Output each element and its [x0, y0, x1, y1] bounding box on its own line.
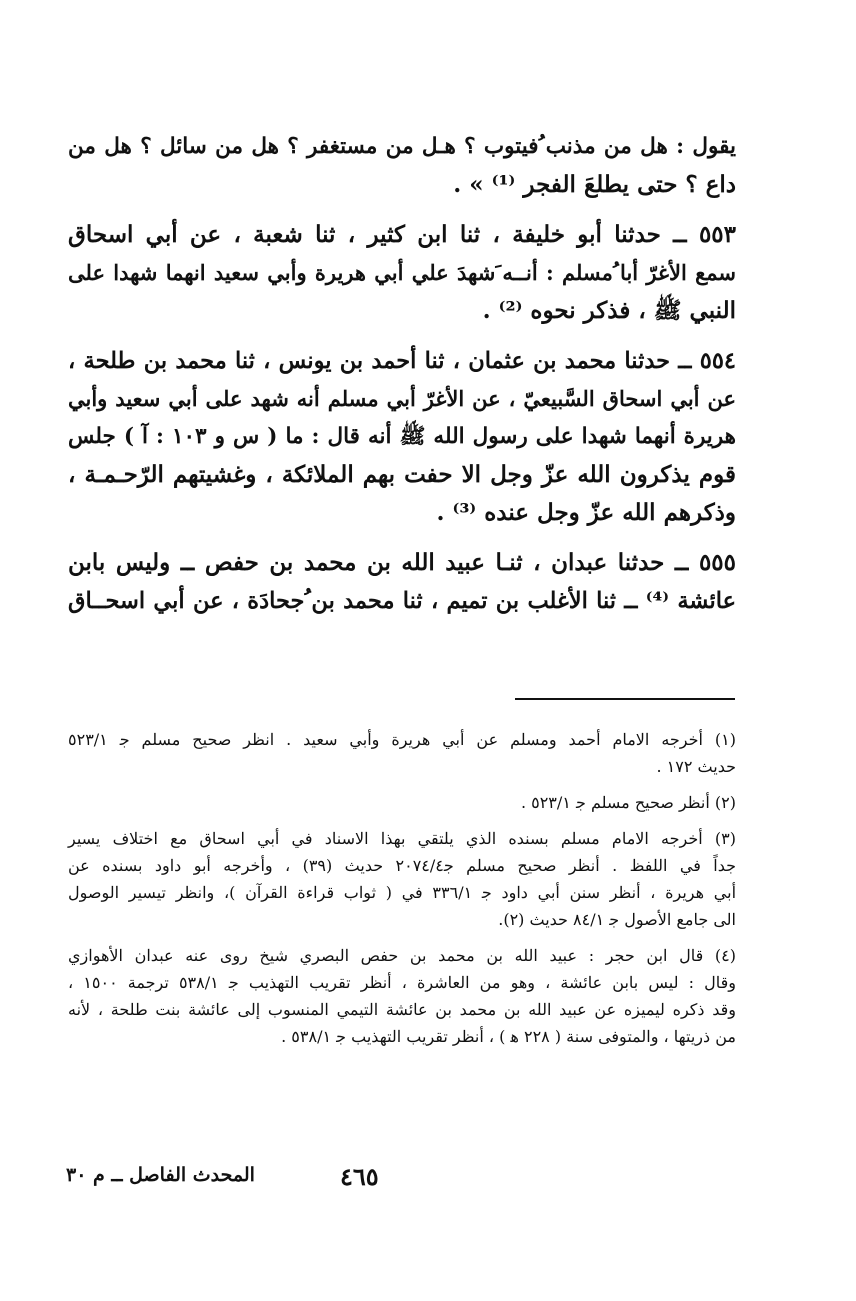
- main-text: [68, 128, 736, 632]
- text-line: ٥٥٣ ــ حدثنا أبو خليفة ، ثنا ابن كثير ، ثنا شعبة ، عن أبي اسحاق: [68, 221, 736, 248]
- footnote-divider: [515, 698, 735, 700]
- paragraph-555: [68, 544, 736, 620]
- footnote-line: (٢) أنظر صحيح مسلم ﺟ ٥٢٣/١ .: [520, 793, 736, 812]
- footnote-line: الى جامع الأصول ﺟ ٨٤/١ حديث (٢).: [498, 910, 736, 929]
- footnote-4: [68, 942, 736, 1050]
- text-line: قوم يذكرون الله عزّ وجل الا حفت بهم الملائكة ، وغشيتهم الرّحـمـة ،: [68, 461, 736, 488]
- text-line: سمع الأغرّ أبا ُمسلم : أنــه َشهدَ علي أبي هريرة وأبي سعيد انهما شهدا على: [68, 260, 736, 285]
- footnote-line: حديث ١٧٢ .: [656, 757, 736, 776]
- footnote-3: [68, 825, 736, 933]
- footnote-2: [68, 789, 736, 816]
- footnote-line: أبي هريرة ، أنظر سنن أبي داود ﺟ ٣٣٦/١ في ( ثواب قراءة القرآن )، وانظر تيسير الوصول: [68, 883, 737, 902]
- text-line: وذكرهم الله عزّ وجل عنده ⁽³⁾ .: [436, 499, 736, 526]
- footnote-line: (١) أخرجه الامام أحمد ومسلم عن أبي هريرة وأبي سعيد . انظر صحيح مسلم ﺟ ٥٢٣/١: [68, 730, 736, 749]
- text-line: النبي ﷺ ، فذكر نحوه ⁽²⁾ .: [482, 297, 736, 324]
- text-line: ٥٥٤ ــ حدثنا محمد بن عثمان ، ثنا أحمد بن يونس ، ثنا محمد بن طلحة ،: [68, 348, 736, 374]
- paragraph-554: [68, 342, 736, 532]
- text-line: عن أبي اسحاق السَّبيعيّ ، عن الأغرّ أبي مسلم أنه شهد على أبي سعيد وأبي: [68, 386, 736, 411]
- footnote-line: وقال : ليس بابن عائشة ، وهو من العاشرة ، أنظر تقريب التهذيب ﺟ ٥٣٨/١ ترجمة ١٥٠٠ ،: [68, 973, 736, 992]
- text-line: ٥٥٥ ــ حدثنا عبدان ، ثنـا عبيد الله بن محمد بن حفص ــ وليس بابن: [68, 549, 736, 576]
- footnote-line: (٤) قال ابن حجر : عبيد الله بن محمد بن حفص البصري شيخ روى عنه عبدان الأهوازي: [68, 946, 736, 965]
- footnote-line: جداً في اللفظ . أنظر صحيح مسلم ﺟ٢٠٧٤/٤ حديث (٣٩) ، وأخرجه أبو داود بسنده عن: [68, 856, 736, 875]
- paragraph-553: [68, 216, 736, 330]
- page-number: ٤٦٥: [340, 1162, 379, 1191]
- paragraph-1: [68, 128, 736, 204]
- text-line: عائشة ⁽⁴⁾ ــ ثنا الأغلب بن تميم ، ثنا محمد بن ُجحادَة ، عن أبي اسحــاق: [68, 588, 736, 614]
- page-footer: [0, 1164, 856, 1194]
- text-line: هريرة أنهما شهدا على رسول الله ﷺ أنه قال : ما ( س و ١٠٣ : آ ) جلس: [68, 424, 736, 449]
- footnote-1: [68, 726, 736, 780]
- book-signature: المحدث الفاصل ــ م ٣٠: [66, 1164, 255, 1186]
- footnote-line: وقد ذكره ليميزه عن عبيد الله بن محمد بن عائشة التيمي المنسوب إلى عائشة بنت طلحة ، لأنه: [68, 1000, 737, 1019]
- text-line: يقول : هل من مذنب ُفيتوب ؟ هـل من مستغفر ؟ هل من سائل ؟ هل من: [68, 134, 736, 159]
- text-line: داع ؟ حتى يطلعَ الفجر ⁽¹⁾ » .: [453, 171, 736, 198]
- footnote-line: من ذريتها ، والمتوفى سنة ( ٢٢٨ ﻫ ) ، أنظر تقريب التهذيب ﺟ ٥٣٨/١ .: [281, 1027, 736, 1046]
- footnotes: [68, 726, 736, 1059]
- footnote-line: (٣) أخرجه الامام مسلم بسنده الذي يلتقي بهذا الاسناد في أبي اسحاق مع اختلاف يسير: [68, 829, 736, 848]
